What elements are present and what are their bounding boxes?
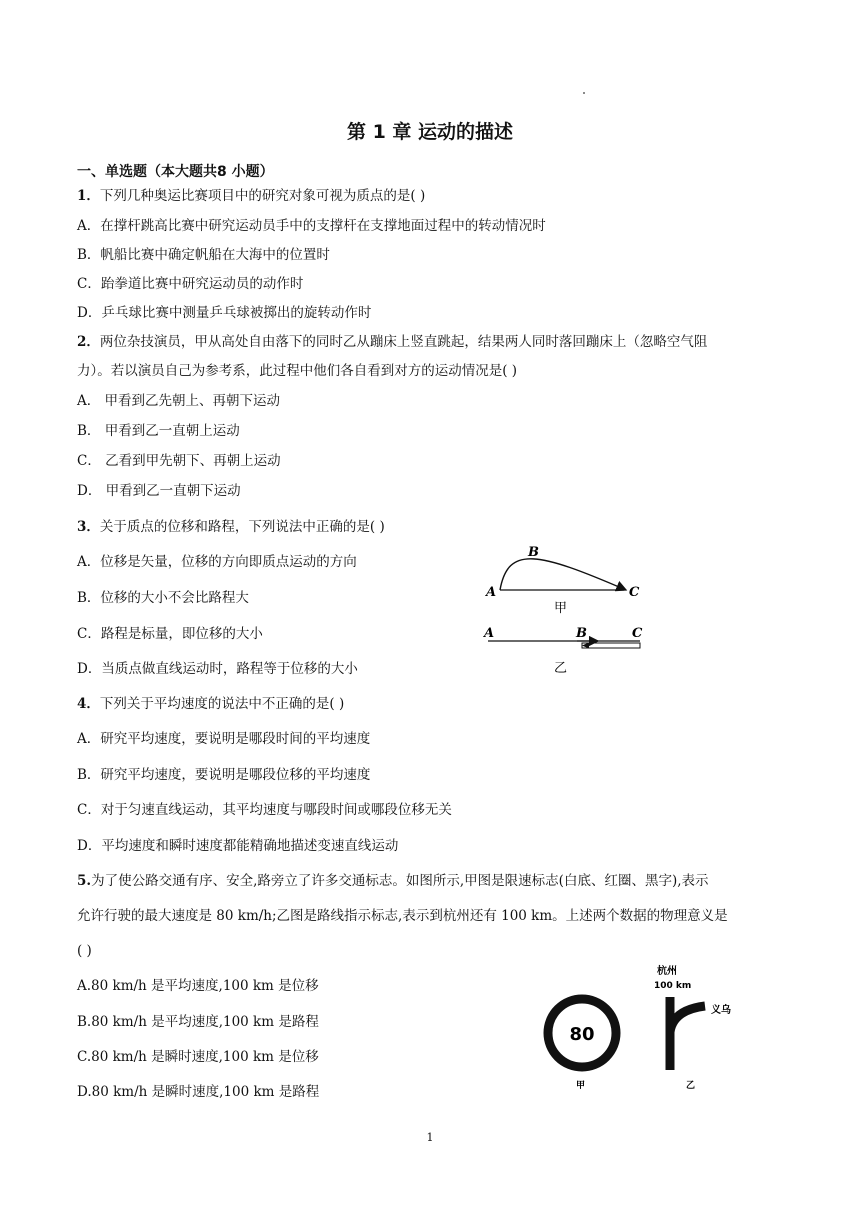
page-title: 第 1 章 运动的描述 — [346, 121, 514, 143]
question-3-option-d: D．当质点做直线运动时，路程等于位移的大小 — [77, 661, 358, 677]
section-heading: 一、单选题（本大题共8 小题） — [77, 164, 274, 180]
question-2-option-a: A． 甲看到乙先朝上、再朝下运动 — [77, 393, 281, 409]
question-3-number: 3． — [77, 519, 100, 535]
question-1-stem — [77, 188, 425, 204]
speed-limit-value: 80 — [569, 1024, 595, 1045]
question-5-number: 5. — [77, 873, 92, 889]
direction-sign-branch: 义乌 — [711, 1005, 731, 1016]
question-1-option-d: D．乒乓球比赛中测量乒乓球被掷出的旋转动作时 — [77, 305, 372, 321]
direction-sign-road — [670, 997, 705, 1070]
figure-5-traffic-signs — [530, 960, 750, 1095]
question-4-text: 下列关于平均速度的说法中不正确的是( ) — [99, 696, 345, 712]
question-5-stem-line1 — [77, 873, 709, 889]
curved-path-a-b-c — [500, 559, 626, 590]
figure-3-caption-bottom: 乙 — [554, 661, 568, 676]
question-3-stem — [77, 519, 385, 535]
direction-sign-distance: 100 km — [654, 981, 692, 991]
figure-3-diagram — [478, 540, 648, 680]
figure-3-label-b-top: B — [528, 545, 539, 560]
figure-3-caption-top: 甲 — [554, 601, 568, 616]
question-1-text: 下列几种奥运比赛项目中的研究对象可视为质点的是( ) — [99, 188, 426, 204]
question-2-stem-line2: 力）。若以演员自己为参考系，此过程中他们各自看到对方的运动情况是( ) — [77, 363, 518, 379]
question-3-option-a: A．位移是矢量，位移的方向即质点运动的方向 — [77, 554, 357, 570]
question-5-option-b: B.80 km/h 是平均速度,100 km 是路程 — [77, 1014, 319, 1030]
question-4-option-a: A．研究平均速度，要说明是哪段时间的平均速度 — [77, 731, 371, 747]
question-4-number: 4． — [77, 696, 100, 712]
question-5-stem-line3: ( ) — [77, 943, 92, 959]
question-1-number: 1． — [77, 188, 100, 204]
figure-5-caption-right: 乙 — [686, 1081, 696, 1091]
return-path-box — [582, 643, 640, 648]
question-3-option-c: C．路程是标量，即位移的大小 — [77, 626, 263, 642]
question-4-stem — [77, 696, 344, 712]
question-3-text: 关于质点的位移和路程，下列说法中正确的是( ) — [99, 519, 385, 535]
figure-5-caption-left: 甲 — [576, 1081, 586, 1091]
question-2-stem-line1 — [77, 334, 707, 350]
question-4-option-d: D．平均速度和瞬时速度都能精确地描述变速直线运动 — [77, 838, 399, 854]
figure-3-label-a-top: A — [486, 585, 497, 600]
question-2-text-line1: 两位杂技演员，甲从高处自由落下的同时乙从蹦床上竖直跳起，结果两人同时落回蹦床上（忽略空气阻 — [99, 334, 708, 350]
question-5-stem-line2: 允许行驶的最大速度是 80 km/h;乙图是路线指示标志,表示到杭州还有 100 km。上述两个数据的物理意义是 — [77, 908, 728, 924]
question-1-option-c: C．跆拳道比赛中研究运动员的动作时 — [77, 276, 304, 292]
question-2-option-c: C． 乙看到甲先朝下、再朝上运动 — [77, 453, 281, 469]
question-5-option-a: A.80 km/h 是平均速度,100 km 是位移 — [77, 978, 319, 994]
top-dot-mark — [583, 92, 585, 94]
figure-3-label-c-top: C — [629, 585, 640, 600]
question-1-option-a: A．在撑杆跳高比赛中研究运动员手中的支撑杆在支撑地面过程中的转动情况时 — [77, 218, 546, 234]
page-number: 1 — [426, 1131, 434, 1144]
question-4-option-c: C．对于匀速直线运动，其平均速度与哪段时间或哪段位移无关 — [77, 802, 452, 818]
question-2-option-b: B． 甲看到乙一直朝上运动 — [77, 423, 240, 439]
question-4-option-b: B．研究平均速度，要说明是哪段位移的平均速度 — [77, 767, 371, 783]
figure-3-label-a-bottom: A — [484, 626, 495, 641]
question-5-option-c: C.80 km/h 是瞬时速度,100 km 是位移 — [77, 1049, 319, 1065]
question-5-option-d: D.80 km/h 是瞬时速度,100 km 是路程 — [77, 1084, 320, 1100]
figure-3-label-c-bottom: C — [632, 626, 643, 641]
question-2-number: 2． — [77, 334, 100, 350]
question-1-option-b: B．帆船比赛中确定帆船在大海中的位置时 — [77, 247, 330, 263]
direction-sign-city: 杭州 — [657, 966, 677, 977]
figure-3-label-b-bottom: B — [576, 626, 587, 641]
question-5-text-line1: 为了使公路交通有序、安全,路旁立了许多交通标志。如图所示,甲图是限速标志(白底、红圈、黑字),表示 — [91, 873, 709, 889]
question-2-option-d: D． 甲看到乙一直朝下运动 — [77, 483, 241, 499]
question-3-option-b: B．位移的大小不会比路程大 — [77, 590, 249, 606]
